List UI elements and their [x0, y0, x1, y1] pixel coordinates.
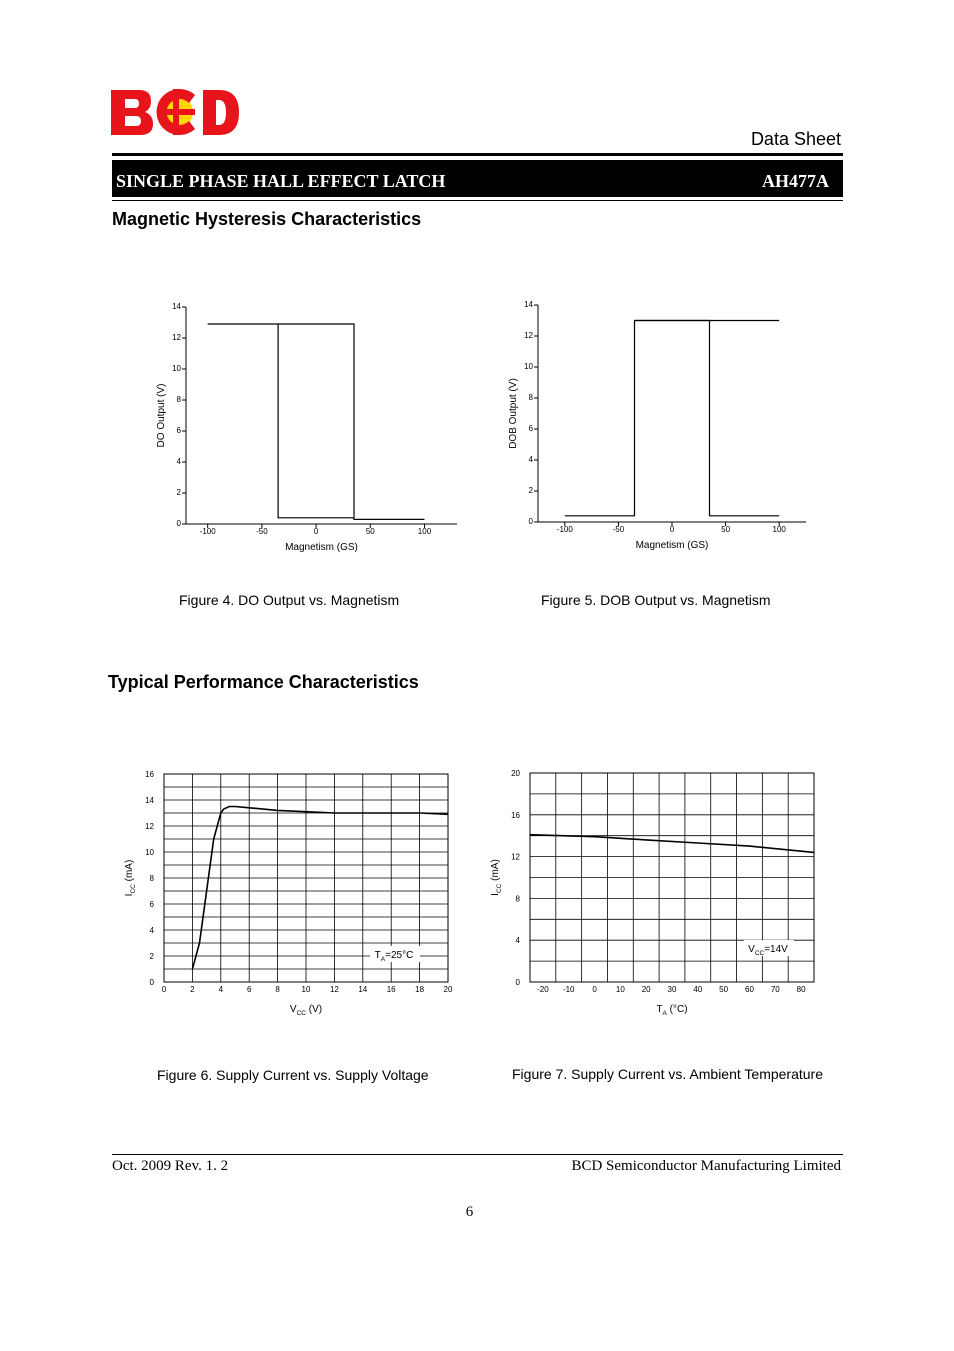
y-tick-label: 4 [515, 936, 520, 946]
x-tick-label: 10 [301, 985, 311, 994]
figure-6-caption: Figure 6. Supply Current vs. Supply Voltage [157, 1067, 429, 1083]
x-tick-label: 60 [745, 985, 754, 994]
x-tick-label: 0 [669, 525, 675, 534]
y-tick-label: 2 [528, 486, 533, 495]
x-tick-label: 50 [719, 985, 729, 994]
x-tick-label: 50 [365, 527, 375, 536]
x-tick-label: 30 [667, 985, 677, 994]
data-series-1 [565, 321, 779, 516]
x-axis-title: Magnetism (GS) [285, 542, 358, 553]
footer-date-revision: Oct. 2009 Rev. 1. 2 [112, 1158, 229, 1174]
data-series-1 [208, 324, 425, 519]
y-tick-label: 16 [145, 770, 154, 779]
x-tick-label: -100 [199, 527, 216, 536]
x-tick-label: 80 [796, 985, 806, 994]
y-tick-label: 8 [176, 395, 181, 404]
y-tick-label: 8 [515, 894, 520, 904]
x-tick-label: 2 [190, 985, 195, 994]
y-tick-label: 2 [176, 488, 181, 497]
annotation-label: $T_A=25^\circ C$ [374, 950, 414, 963]
y-tick-label: 6 [149, 900, 154, 909]
chart-fig6 [124, 770, 453, 1017]
section-title-hysteresis: Magnetic Hysteresis Characteristics [112, 209, 422, 229]
y-tick-label: 2 [149, 952, 154, 961]
y-tick-label: 16 [511, 810, 520, 820]
y-axis-title: DOB Output (V) [508, 378, 519, 449]
section-title-performance: Typical Performance Characteristics [108, 672, 419, 692]
x-tick-label: 50 [721, 525, 731, 534]
y-tick-label: 14 [172, 302, 181, 311]
data-series-1 [530, 835, 814, 853]
x-tick-label: -10 [562, 985, 575, 994]
y-tick-label: 8 [528, 393, 533, 402]
x-tick-label: 14 [358, 985, 368, 994]
x-tick-label: 100 [772, 525, 786, 534]
x-tick-label: 12 [329, 985, 339, 994]
y-tick-label: 0 [149, 978, 154, 987]
data-series-1 [192, 807, 448, 970]
y-tick-label: 6 [528, 424, 533, 433]
y-tick-label: 12 [145, 822, 154, 831]
y-tick-label: 4 [528, 455, 533, 464]
y-axis-title: DO Output (V) [156, 383, 167, 448]
x-tick-label: -50 [612, 525, 625, 534]
y-tick-label: 20 [511, 769, 520, 778]
x-tick-label: 6 [246, 985, 252, 994]
y-tick-label: 10 [172, 364, 181, 373]
x-tick-label: 20 [641, 985, 651, 994]
figure-7-caption: Figure 7. Supply Current vs. Ambient Temperature [512, 1066, 824, 1082]
part-number: AH477A [762, 171, 829, 191]
figure-4-caption: Figure 4. DO Output vs. Magnetism [179, 592, 400, 608]
y-tick-label: 0 [528, 517, 533, 526]
annotation-label: $V_{CC}=14V$ [748, 944, 788, 957]
y-tick-label: 14 [524, 300, 533, 309]
chart-fig5 [508, 300, 806, 551]
x-tick-label: 10 [615, 985, 625, 994]
y-tick-label: 14 [145, 796, 154, 805]
x-tick-label: 16 [386, 985, 396, 994]
x-tick-label: 100 [417, 527, 432, 536]
footer-rule [112, 1154, 843, 1155]
y-axis-title: $I_{CC}$ (mA) [124, 859, 137, 897]
y-tick-label: 12 [524, 331, 533, 340]
x-tick-label: 0 [313, 527, 319, 536]
x-tick-label: 0 [592, 985, 597, 994]
x-tick-label: -50 [256, 527, 268, 536]
x-tick-label: 70 [770, 985, 780, 994]
x-axis-title: Magnetism (GS) [635, 540, 709, 551]
x-tick-label: 18 [415, 985, 425, 994]
product-title: SINGLE PHASE HALL EFFECT LATCH [116, 171, 446, 191]
x-tick-label: 40 [693, 985, 703, 994]
y-tick-label: 4 [149, 926, 154, 935]
y-tick-label: 4 [176, 457, 181, 466]
y-tick-label: 12 [172, 333, 181, 342]
y-tick-label: 0 [515, 978, 520, 987]
x-tick-label: -100 [556, 525, 573, 534]
footer-company: BCD Semiconductor Manufacturing Limited [571, 1158, 841, 1174]
page-number: 6 [465, 1204, 474, 1220]
x-axis-title: $V_{CC}$ (V) [289, 1004, 323, 1017]
x-tick-label: 8 [275, 985, 280, 994]
x-tick-label: -20 [537, 985, 549, 994]
y-tick-label: 12 [511, 852, 520, 862]
y-tick-label: 10 [524, 362, 533, 371]
x-tick-label: 4 [218, 985, 224, 994]
y-tick-label: 10 [145, 848, 154, 857]
x-axis-title: $T_A$ (°C) [656, 1004, 688, 1017]
figure-5-caption: Figure 5. DOB Output vs. Magnetism [541, 592, 771, 608]
y-tick-label: 0 [176, 519, 181, 528]
y-tick-label: 8 [149, 874, 154, 883]
y-axis-title: $I_{CC}$ (mA) [490, 859, 503, 896]
x-tick-label: 20 [443, 985, 453, 994]
document-type: Data Sheet [750, 129, 841, 149]
chart-fig4 [156, 302, 457, 553]
y-tick-label: 6 [176, 426, 181, 435]
chart-fig7 [490, 769, 814, 1017]
x-tick-label: 0 [161, 985, 167, 994]
